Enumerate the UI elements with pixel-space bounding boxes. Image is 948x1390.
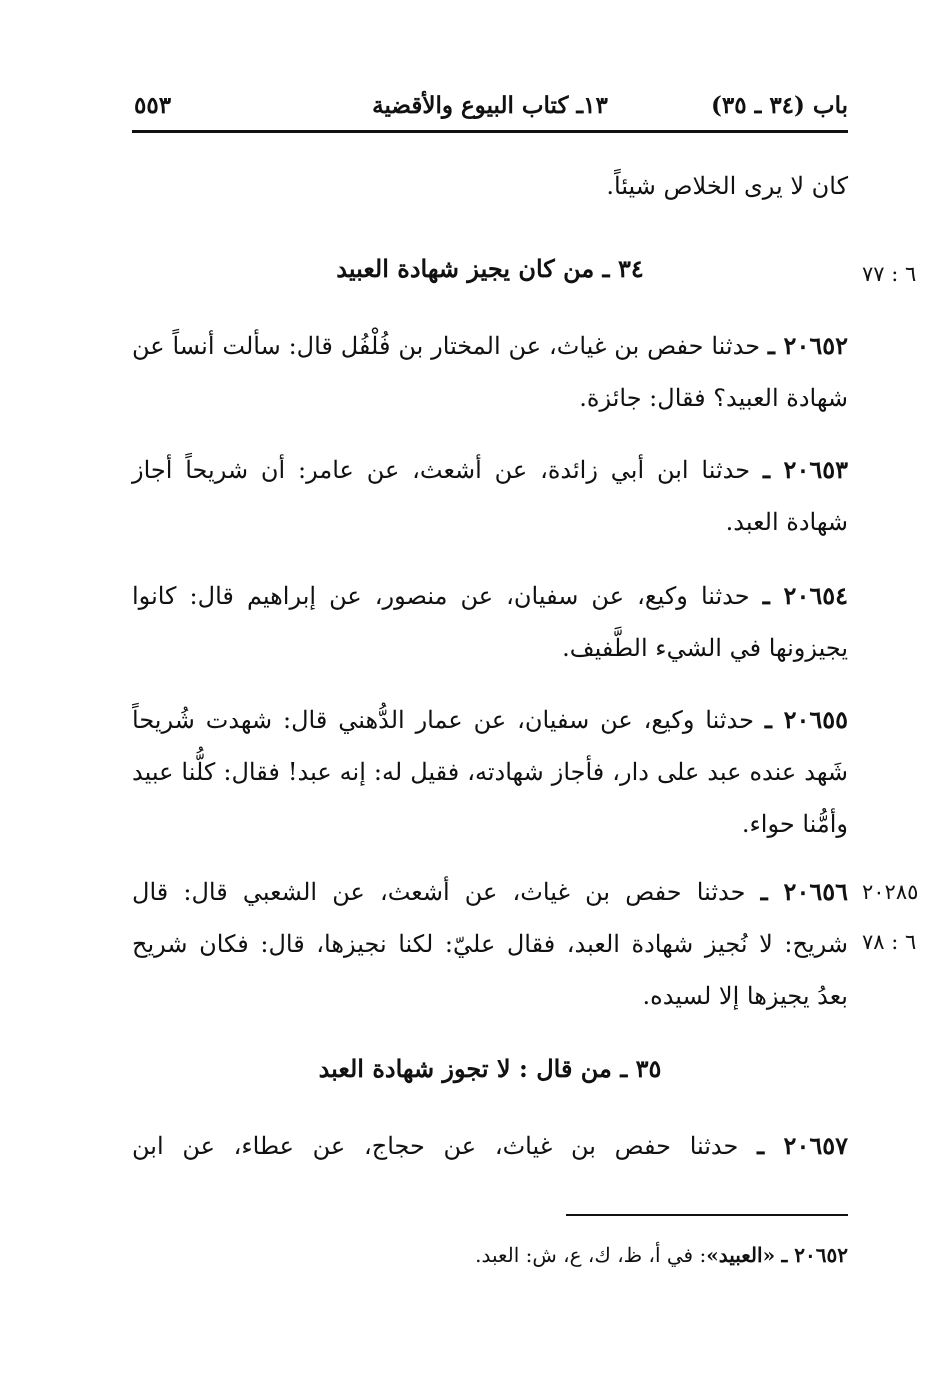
footnote (132, 1240, 848, 1270)
hadith-text: حدثنا حفص بن غياث، عن حجاج، عن عطاء، عن ابن (132, 1132, 739, 1160)
page-number: ٥٥٣ (134, 92, 172, 119)
header-rule (132, 130, 848, 133)
hadith-20654 (132, 570, 848, 674)
hadith-20656-line1 (132, 866, 848, 918)
footnote-rule (566, 1214, 848, 1216)
hadith-text: حدثنا حفص بن غياث، عن المختار بن فُلْفُل قال: سألت أنساً عن شهادة العبيد؟ فقال: جائزة. (132, 332, 848, 412)
margin-reference: ٦ : ٧٧ (862, 262, 917, 286)
page-header (132, 86, 848, 126)
footnote-text: : في أ، ظ، ك، ع، ش: العبد. (475, 1243, 707, 1267)
hadith-number: ٢٠٦٥٦ ـ (760, 877, 848, 906)
hadith-number: ٢٠٦٥٤ ـ (762, 581, 848, 610)
footnote-quote: «العبيد» (706, 1243, 776, 1267)
section-heading-34: ٣٤ ـ من كان يجيز شهادة العبيد (336, 254, 644, 283)
hadith-number: ٢٠٦٥٣ ـ (762, 455, 848, 484)
hadith-20652 (132, 320, 848, 424)
hadith-number: ٢٠٦٥٥ ـ (764, 705, 849, 734)
hadith-20657 (132, 1120, 848, 1172)
hadith-20655 (132, 694, 848, 850)
hadith-text: حدثنا وكيع، عن سفيان، عن عمار الدُّهني قال: شهدت شُريحاً شَهد عنده عبد على دار، فأجاز شهادته، فقيل له: إنه عبد! فقال: كلُّنا عبيد وأمُّنا حواء. (132, 706, 848, 838)
section-heading-35: ٣٥ ـ من قال : لا تجوز شهادة العبد (318, 1054, 662, 1083)
hadith-text: حدثنا وكيع، عن سفيان، عن منصور، عن إبراهيم قال: كانوا يجيزونها في الشيء الطَّفيف. (132, 582, 848, 662)
hadith-number: ٢٠٦٥٧ ـ (757, 1131, 848, 1160)
hadith-20656-line3: بعدُ يجيزها إلا لسيده. (642, 982, 848, 1010)
hadith-text: حدثنا حفص بن غياث، عن أشعث، عن الشعبي قال: قال (132, 878, 746, 906)
footnote-number: ٢٠٦٥٢ ـ (781, 1243, 848, 1267)
hadith-text: حدثنا ابن أبي زائدة، عن أشعث، عن عامر: أن شريحاً أجاز شهادة العبد. (132, 456, 848, 536)
hadith-20653 (132, 444, 848, 548)
hadith-20656-line2: شريح: لا نُجيز شهادة العبد، فقال عليّ: لكنا نجيزها، قال: فكان شريح (132, 930, 849, 958)
margin-reference: ٢٠٢٨٥ (862, 880, 919, 904)
hadith-number: ٢٠٦٥٢ ـ (767, 331, 848, 360)
header-book-title: ١٣ـ كتاب البيوع والأقضية (372, 92, 608, 119)
margin-reference: ٦ : ٧٨ (862, 930, 917, 954)
header-chapter-range: باب (٣٤ ـ ٣٥) (710, 92, 848, 119)
carryover-text: كان لا يرى الخلاص شيئاً. (606, 172, 848, 200)
